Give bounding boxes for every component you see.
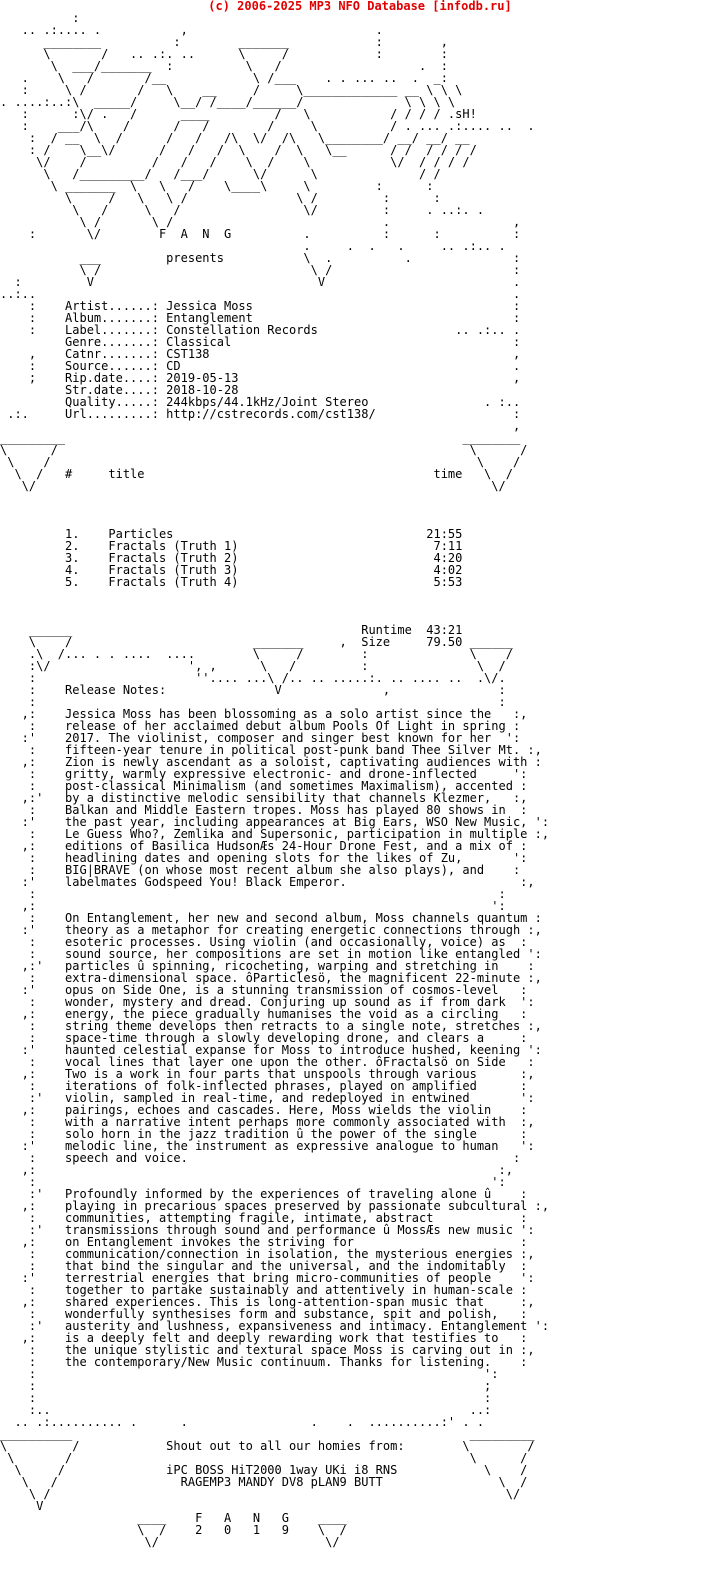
nfo-ascii-document: : .. .:.... . , . ________ : _______ : , \ / .. .:. .. \ / : : \ ___/_______ : \ / . : . \ / /__ \ /___ . . ... .. . _: : \ / / \ __ / \_____________ __ \ \ \ . ....:..:\ _____/ \__/ /____/______/ \ \ \ \ : :\/ . / ____ / \ / / / / .sH! : ___/\ / / / / \ / . ... .:.... .. . : / __ \ / / / /\ \/ /\ \________/ __/ __/ __ : / \__\/ / / / \ / \ \__ / / / / / / \/ / / / / \ / \ \/ / / / / \ /_________/ /___/ \/ \ / / \ _______ \ \ / \____\ \ : : \ / \ \ / \ / : : \ / \ / \/ : . ..:. . \ / \ / . , : \/ F A N G . : : : . . . . .. .:.. . ___ presents \ . . : \ / \ / : : V V . ..:.. . : Artist......: Jessica Moss : : Album.......: Entanglement : : Label.......: Constellation Records .. .:.. . Genre.......: Classical : , Catnr.......: CST138 , : Source......: CD . ; Rip.date....: 2019-05-13 , Str.date....: 2018-10-28 Quality.....: 244kbps/44.1kHz/Joint Stereo . :.. .:. Url.........: http://cstrecords.com/cst138/ : , _________ ________ \ / \ / \ / \ / \ / # title time \ / \/ \/ 1. Particles 21:55 2. Fractals (Truth 1) 7:11 3. Fractals (Truth 2) 4:20 4. Fractals (Truth 3) 4:02 5. Fractals (Truth 4) 5:53 ______ Runtime 43:21 \ / _______ , Size 79.50 ______ .\ /... . . .... .... \ / : \ / :\/ ', , \ / : \ / : ''.... ...\ /.. .. .....:. .. .... .. .\/. : Release Notes: V , : : : ,: Jessica Moss has been blossoming as a solo artist since the :, : release of her acclaimed debut album Pools Of Light in spring : :' 2017. The violinist, composer and singer best known for her ': : fifteen-year tenure in political post-punk band Thee Silver Mt. :, ,: Zion is newly ascendant as a soloist, captivating audiences with : : gritty, warmly expressive electronic- and drone-inflected ': : post-classical Minimalism (and sometimes Maximalism), accented : ,:' by a distinctive melodic sensibility that channels Klezmer, :, : Balkan and Middle Eastern tropes. Moss has played 80 shows in : :' the past year, including appearances at Big Ears, WSO New Music, ': : Le Guess Who?, Zemlika and Supersonic, participation in multiple :, ,: editions of Basilica HudsonÆs 24-Hour Drone Fest, and a mix of : : headlining dates and opening slots for the likes of Zu, ': : BIG|BRAVE (on whose most recent album she also plays), and : :' labelmates Godspeed You! Black Emperor. :, : : ,: ': : On Entanglement, her new and second album, Moss channels quantum : :' theory as a metaphor for creating energetic connections through :, : esoteric processes. Using violin (and occasionally, voice) as : : sound source, her compositions are set in motion like entangled ': ,:' particles û spinning, ricocheting, warping and stretching in : : extra-dimensional space. ôParticlesö, the magnificent 22-minute :, :' opus on Side One, is a stunning transmission of cosmos-level : : wonder, mystery and dread. Conjuring up sound as if from dark ': ,: energy, the piece gradually humanises the void as a circling : : string theme develops then retracts to a single note, stretches :, : space-time through a slowly developing drone, and clears a : :' haunted celestial expanse for Moss to introduce hushed, keening ': : vocal lines that layer one upon the other. ôFractalsö on Side : ,: Two is a work in four parts that unspools through various :, : iterations of folk-inflected phrases, played on amplified : :' violin, sampled in real-time, and redeployed in entwined ': ,: pairings, echoes and cascades. Here, Moss wields the violin : : with a narrative intent perhaps more commonly associated with :, : solo horn in the jazz tradition û the power of the single : :' melodic line, the instrument as expressive analogue to human ': : speech and voice. : ,: :, : ': :' Profoundly informed by the experiences of traveling alone û : ,: playing in precarious spaces preserved by passionate subcultural :, : communities, attempting fragile, intimate, abstract : :' transmissions through sound and performance û MossÆs new music ': ,: on Entanglement invokes the striving for : : communication/connection in isolation, the mysterious energies :, : that bind the singular and the universal, and the indomitably : :' terrestrial energies that bring micro-communities of people ': : together to partake sustainably and attentively in human-scale : ,: shared experiences. This is long-attention-span music that :, : wonderfully synthesises form and substance, spit and polish, : :' austerity and lushness, expansiveness and intimacy. Entanglement ': ,: is a deeply felt and deeply rewarding work that testifies to : : the unique stylistic and textural space Moss is carving out in :, : the contemporary/New Music continuum. Thanks for listening. : : ': : ; : : :.. ..: .. .:.......... . . . . ..........:' . . __________ _________ \ / Shout out to all our homies from: \ / \ / \ / \ / iPC BOSS HiT2000 1way UKi i8 RNS \ / \ / RAGEMP3 MANDY DV8 pLAN9 BUTT \ / \ / \/ V ____ F A N G ____ \ / 2 0 1 9 \ / \/ \/ [0, 11, 550, 1549]
site-copyright-header: (c) 2006-2025 MP3 NFO Database [infodb.ru] [208, 0, 512, 13]
